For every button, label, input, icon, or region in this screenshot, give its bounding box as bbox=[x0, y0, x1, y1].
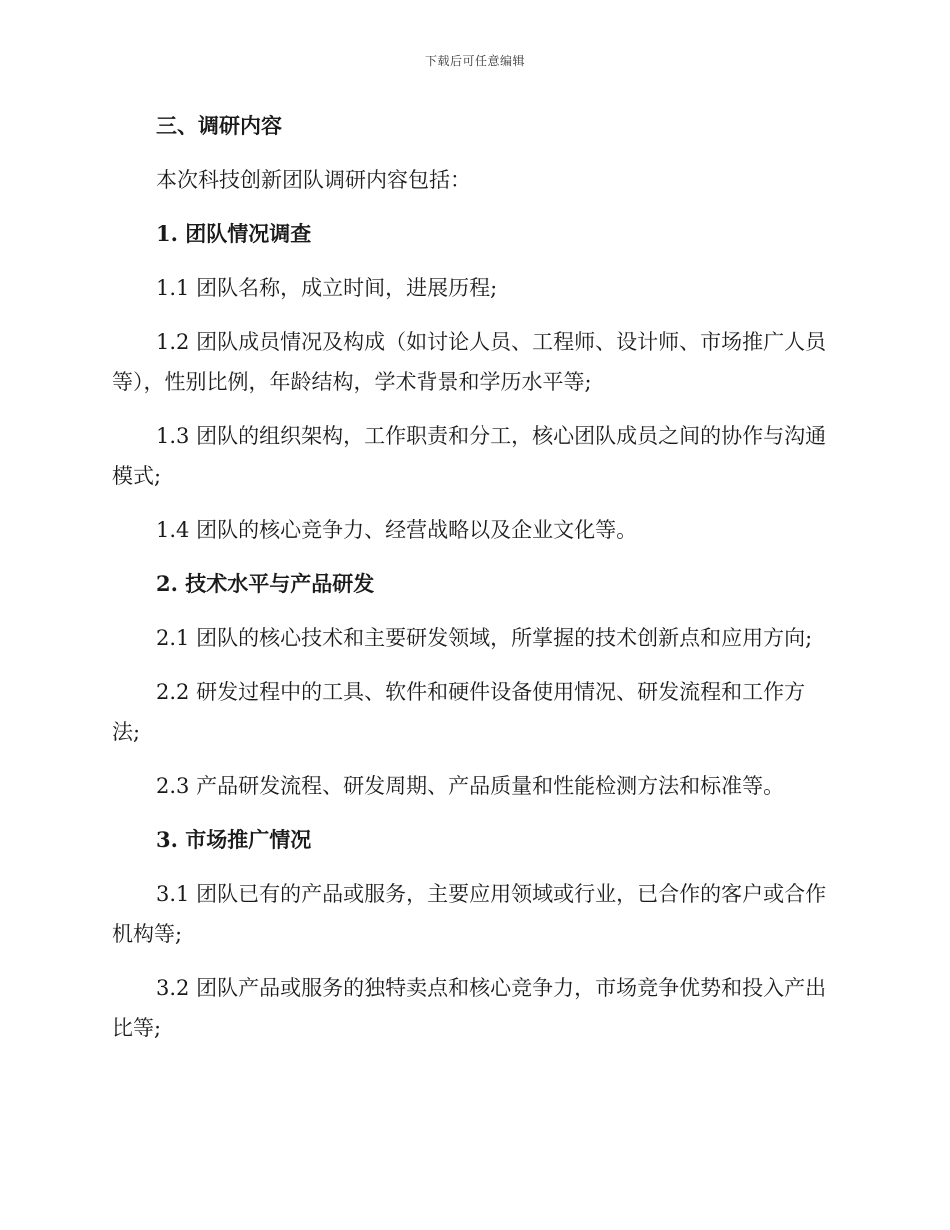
heading-line: 2. 技术水平与产品研发 bbox=[156, 571, 375, 596]
subsection-heading bbox=[112, 820, 840, 860]
paragraph-line: 1.1 团队名称，成立时间，进展历程; bbox=[156, 276, 498, 300]
paragraph-line: 3.1 团队已有的产品或服务，主要应用领域或行业，已合作的客户或合作 bbox=[156, 882, 827, 906]
document-body bbox=[112, 106, 840, 1062]
paragraph-line: 2.3 产品研发流程、研发周期、产品质量和性能检测方法和标准等。 bbox=[156, 774, 785, 798]
list-paragraph bbox=[112, 268, 840, 308]
list-paragraph bbox=[112, 618, 840, 658]
list-paragraph bbox=[112, 322, 840, 402]
paragraph-line: 2.1 团队的核心技术和主要研发领域，所掌握的技术创新点和应用方向; bbox=[156, 626, 813, 650]
page-header: 下载后可任意编辑 bbox=[424, 54, 525, 68]
subsection-heading bbox=[112, 214, 840, 254]
paragraph-line: 本次科技创新团队调研内容包括： bbox=[156, 168, 471, 192]
paragraph-line: 1.3 团队的组织架构，工作职责和分工，核心团队成员之间的协作与沟通 bbox=[156, 424, 827, 448]
list-paragraph bbox=[112, 510, 840, 550]
paragraph-line: 等），性别比例，年龄结构，学术背景和学历水平等; bbox=[112, 370, 592, 394]
paragraph-line: 模式; bbox=[112, 464, 162, 488]
list-paragraph bbox=[112, 968, 840, 1048]
intro-paragraph bbox=[112, 160, 840, 200]
subsection-heading bbox=[112, 564, 840, 604]
list-paragraph bbox=[112, 672, 840, 752]
heading-line: 三、调研内容 bbox=[156, 113, 282, 138]
paragraph-line: 1.2 团队成员情况及构成（如讨论人员、工程师、设计师、市场推广人员 bbox=[156, 330, 827, 354]
paragraph-line: 1.4 团队的核心竞争力、经营战略以及企业文化等。 bbox=[156, 518, 638, 542]
paragraph-line: 法; bbox=[112, 720, 141, 744]
list-paragraph bbox=[112, 416, 840, 496]
list-paragraph bbox=[112, 874, 840, 954]
paragraph-line: 2.2 研发过程中的工具、软件和硬件设备使用情况、研发流程和工作方 bbox=[156, 680, 806, 704]
section-heading bbox=[112, 106, 840, 146]
paragraph-line: 3.2 团队产品或服务的独特卖点和核心竞争力，市场竞争优势和投入产出 bbox=[156, 976, 827, 1000]
heading-line: 3. 市场推广情况 bbox=[156, 827, 312, 852]
heading-line: 1. 团队情况调查 bbox=[156, 221, 312, 246]
list-paragraph bbox=[112, 766, 840, 806]
paragraph-line: 比等; bbox=[112, 1016, 162, 1040]
paragraph-line: 机构等; bbox=[112, 922, 183, 946]
